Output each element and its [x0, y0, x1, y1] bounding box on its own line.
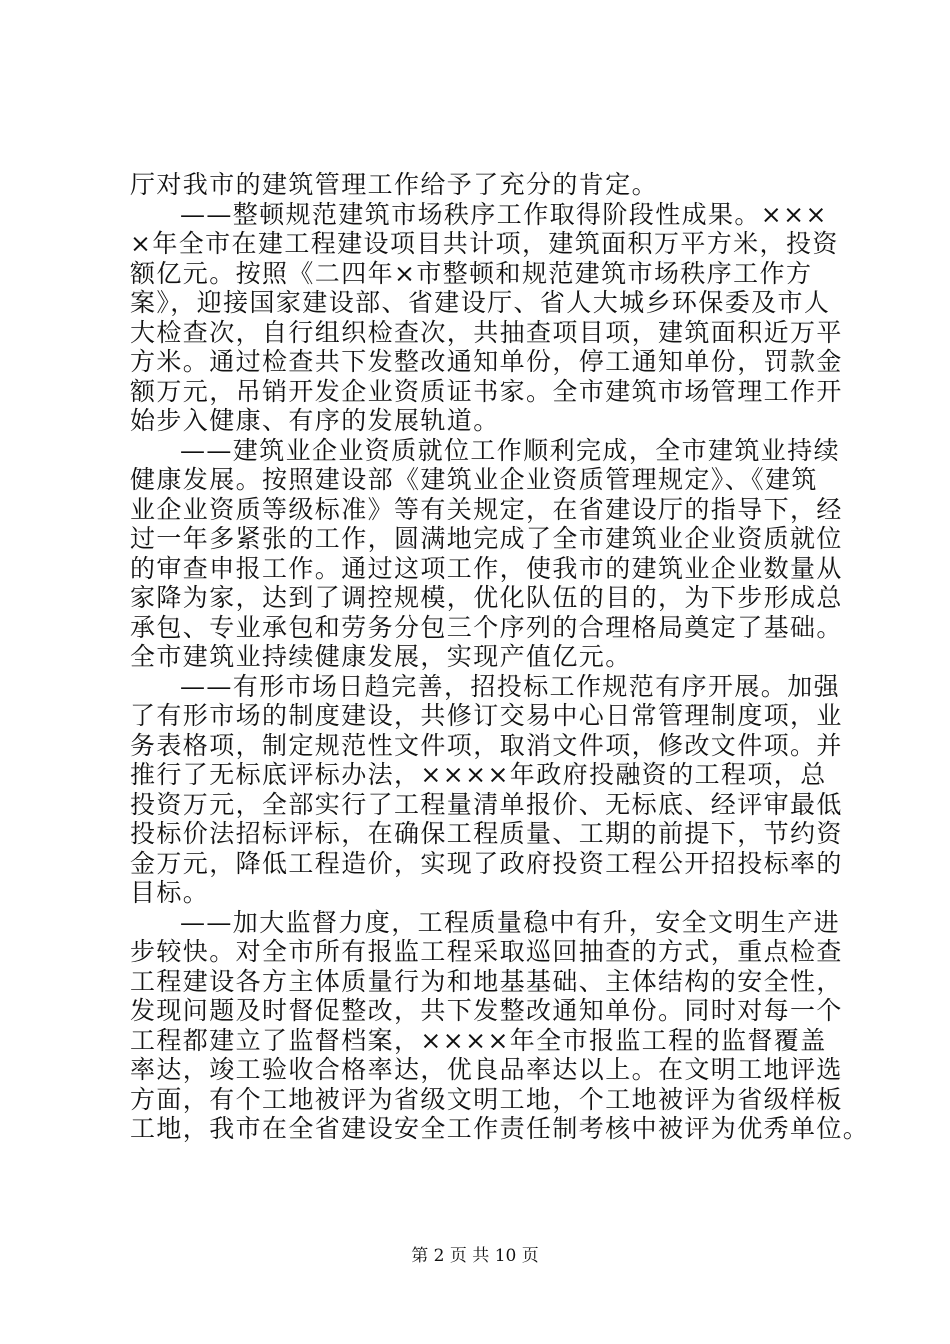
text-line: 金万元，降低工程造价，实现了政府投资工程公开招投标率的 [130, 848, 843, 878]
page-footer: 第 2 页 共 10 页 [411, 1246, 539, 1266]
text-line: 了有形市场的制度建设，共修订交易中心日常管理制度项，业 [130, 701, 843, 730]
text-line: 全市建筑业持续健康发展，实现产值亿元。 [130, 642, 632, 671]
text-line: 投资万元，全部实行了工程量清单报价、无标底、经评审最低 [130, 789, 843, 819]
text-line: 过一年多紧张的工作，圆满地完成了全市建筑业企业资质就位 [130, 524, 843, 553]
text-line: 率达，竣工验收合格率达，优良品率达以上。在文明工地评选 [130, 1055, 843, 1084]
text-line: 步较快。对全市所有报监工程采取巡回抽查的方式，重点检查 [130, 937, 843, 966]
text-line: 家降为家，达到了调控规模，优化队伍的目的，为下步形成总 [130, 583, 843, 612]
text-line: 厅对我市的建筑管理工作给予了充分的肯定。 [130, 170, 659, 199]
text-line: 业企业资质等级标准》等有关规定，在省建设厅的指导下，经 [130, 494, 843, 524]
text-line: 目标。 [130, 878, 210, 907]
text-line: ——有形市场日趋完善，招投标工作规范有序开展。加强 [180, 671, 841, 701]
text-line: 方米。通过检查共下发整改通知单份，停工通知单份，罚款金 [130, 347, 843, 376]
text-line: 健康发展。按照建设部《建筑业企业资质管理规定》、《建筑 [130, 465, 818, 494]
text-line: ——整顿规范建筑市场秩序工作取得阶段性成果。××× [180, 199, 828, 229]
text-line: 务表格项，制定规范性文件项，取消文件项，修改文件项。并 [130, 730, 843, 760]
text-line: 案》，迎接国家建设部、省建设厅、省人大城乡环保委及市人 [130, 288, 831, 317]
text-line: 承包、专业承包和劳务分包三个序列的合理格局奠定了基础。 [130, 612, 843, 642]
text-line: 大检查次，自行组织检查次，共抽查项目项，建筑面积近万平 [130, 317, 843, 347]
text-line: ——建筑业企业资质就位工作顺利完成，全市建筑业持续 [180, 435, 841, 465]
document-body [130, 170, 870, 1144]
text-line: ——加大监督力度，工程质量稳中有升，安全文明生产进 [180, 907, 841, 937]
text-line: 始步入健康、有序的发展轨道。 [130, 406, 500, 435]
text-line: 的审查申报工作。通过这项工作，使我市的建筑业企业数量从 [130, 553, 843, 583]
text-line: 推行了无标底评标办法，××××年政府投融资的工程项，总 [130, 760, 827, 789]
text-line: 额亿元。按照《二四年×市整顿和规范建筑市场秩序工作方 [130, 258, 813, 288]
text-line: 工程建设各方主体质量行为和地基基础、主体结构的安全性， [130, 966, 843, 996]
text-line: ×年全市在建工程建设项目共计项，建筑面积万平方米，投资 [130, 229, 839, 258]
text-line: 发现问题及时督促整改，共下发整改通知单份。同时对每一个 [130, 996, 843, 1025]
text-line: 额万元，吊销开发企业资质证书家。全市建筑市场管理工作开 [130, 376, 843, 406]
text-line: 方面，有个工地被评为省级文明工地，个工地被评为省级样板 [130, 1084, 843, 1114]
text-line: 投标价法招标评标，在确保工程质量、工期的前提下，节约资 [130, 819, 843, 848]
text-line: 工程都建立了监督档案，××××年全市报监工程的监督覆盖 [130, 1025, 827, 1055]
text-line: 工地，我市在全省建设安全工作责任制考核中被评为优秀单位。 [130, 1114, 870, 1143]
